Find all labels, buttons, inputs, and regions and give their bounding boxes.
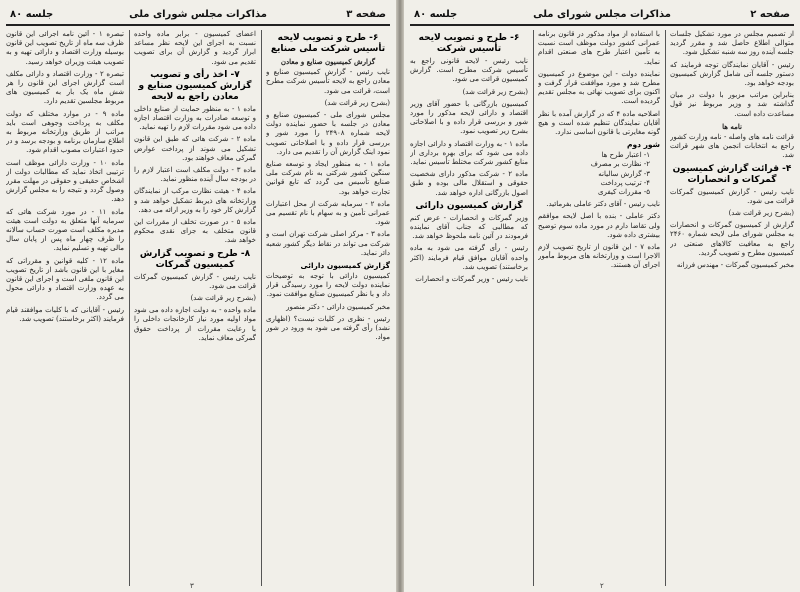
paragraph: کمیسیون بازرگانی با حضور آقای وزیر اقتصاد و دارائی لایحه مذکور را مورد شور و بررسی قرار داده و با اصلاحاتی بشرح زیر تصویب نمود. [410,99,528,136]
paragraph: مخبر کمیسیون دارائی - دکتر منصور [286,302,390,311]
right-column-3 [410,30,528,588]
section-heading: ۸- طرح و تصویب گزارش کمیسیون گمرکات [139,248,251,270]
paragraph: نایب رئیس - وزیر گمرکات و انحصارات [415,275,528,284]
paragraph: ماده ۹ - در موارد مختلف که دولت مکلف به پرداخت وجوهی است باید مراتب از طریق وزارتخانه مربوط به اطلاع سازمان برنامه و بودجه برسد و در حدود اعتبارات مصوب اقدام شود. [6,109,124,155]
paragraph: ماده ۱ - به منظور حمایت از صنایع داخلی و توسعه صادرات به وزارت اقتصاد اجازه داده می شود مقررات لازم را تهیه نماید. [134,104,256,132]
list-item: ۴- ترتیب پرداخت [600,178,650,187]
list-item: ۱- اعتبار طرح ها [601,151,650,160]
left-column-2 [134,30,256,588]
paragraph: وزیر گمرکات و انحصارات - عرض کنم که مطالبی که جناب آقای نماینده فرمودند در آئین نامه ملحوظ خواهد شد. [410,213,528,241]
paragraph: ماده ۲ - شرکت هائی که طبق این قانون تشکیل می شوند از پرداخت عوارض گمرکی معاف خواهند بود. [134,135,256,162]
left-column-1 [266,30,390,588]
column-rule [129,30,130,586]
left-page-title: مذاکرات مجلس شورای ملی [129,9,267,20]
right-session-number: جلسه ۸۰ [414,9,458,20]
paragraph: ماده ۳ - دولت مکلف است اعتبار لازم را در بودجه سال آینده منظور نماید. [134,166,256,184]
paragraph: (بشرح زیر قرائت شد) [728,209,794,218]
right-page [404,0,800,592]
paragraph: دکتر عاملی - بنده با اصل لایحه موافقم ولی تقاضا دارم در مورد ماده سوم توضیح بیشتری داده شود. [538,212,660,239]
paragraph: با استفاده از مواد مذکور در قانون برنامه عمرانی کشور دولت موظف است نسبت به تأمین اعتبار طرح های صنعتی اقدام نماید. [538,30,660,66]
paragraph: نایب رئیس - گزارش کمیسیون صنایع و معادن راجع به لایحه تأسیس شرکت مطرح است، قرائت می شود. [266,68,390,95]
numbered-list [538,151,660,197]
paragraph: ماده ۱۱ - در مورد شرکت هائی که سرمایه آنها متعلق به دولت است هیئت مدیره مکلف است صورت حساب سالانه را ظرف چهار ماه پس از پایان سال مالی تهیه و تسلیم نماید. [6,207,124,253]
paragraph: ماده ۷ - این قانون از تاریخ تصویب لازم الاجرا است و وزارتخانه های مربوط مأمور اجرای آن هستند. [538,243,660,270]
right-column-2 [538,30,660,588]
paragraph: رئیس - آقایان نمایندگان توجه فرمایند که دستور جلسه آتی شامل گزارش کمیسیون بودجه خواهد بود. [670,60,794,88]
paragraph: ماده ۱۲ - کلیه قوانین و مقرراتی که مغایر با این قانون باشد از تاریخ تصویب این قانون ملغی است و اجرای این قانون به عهده وزارت اقتصاد و دارائی محول می گردد. [6,256,124,302]
section-heading: ۴- قرائت گزارش کمیسیون گمرکات و انحصارات [672,163,792,185]
paragraph: نایب رئیس - لایحه قانونی راجع به تأسیس شرکت مطرح است. گزارش کمیسیون قرائت می شود. [410,57,528,84]
right-column-1 [670,30,794,588]
paragraph: ماده ۲ - شرکت مذکور دارای شخصیت حقوقی و استقلال مالی بوده و طبق اصول بازرگانی اداره خواهد شد. [410,170,528,197]
paragraph: نایب رئیس - گزارش کمیسیون گمرکات قرائت می شود. [670,187,794,205]
paragraph: (بشرح زیر قرائت شد) [462,87,528,96]
paragraph: کمیسیون دارائی با توجه به توضیحات نماینده دولت لایحه را مورد رسیدگی قرار داد و با نظر کمیسیون صنایع موافقت نمود. [266,272,390,299]
paragraph: (بشرح زیر قرائت شد) [190,294,256,303]
section-heading: ۷- اخذ رأی و تصویب گزارش کمیسیون صنایع و معادن راجع به لایحه [138,69,252,102]
left-column-3 [6,30,124,588]
paragraph: نایب رئیس - گزارش کمیسیون گمرکات قرائت می شود. [134,272,256,290]
section-subheading: گزارش کمیسیون صنایع و معادن [280,57,376,66]
paragraph: مخبر کمیسیون گمرکات - مهندس فرزانه [676,261,794,270]
paragraph: بنابراین مراتب مزبور با دولت در میان گذاشته شد و وزیر مربوط نیز قول مساعدت داده است. [670,91,794,118]
paragraph: ماده واحده - به دولت اجازه داده می شود مواد اولیه مورد نیاز کارخانجات داخلی را با رعایت مقررات از پرداخت حقوق گمرکی معاف نماید. [134,306,256,342]
paragraph: (بشرح زیر قرائت شد) [324,98,390,107]
paragraph: تبصره ۲ - وزارت اقتصاد و دارائی مکلف است گزارش اجرای این قانون را هر شش ماه یک بار به کمیسیون های مربوط مجلسین تقدیم دارد. [6,69,124,106]
list-item: ۵- مقررات کیفری [598,188,650,197]
section-heading: گزارش کمیسیون دارائی [300,261,390,271]
page-number: ۲ [600,582,604,590]
list-item: ۲- نظارت بر مصرف [590,160,650,169]
paragraph: رئیس - آقایانی که با کلیات موافقند قیام فرمایند (اکثر برخاستند) تصویب شد. [6,305,124,323]
paragraph: ماده ۵ - در صورت تخلف از مقررات این قانون متخلف به جزای نقدی محکوم خواهد شد. [134,218,256,245]
paragraph: تبصره ۱ - آئین نامه اجرائی این قانون ظرف سه ماه از تاریخ تصویب این قانون بوسیله وزارت اقتصاد و دارائی تهیه و به تصویب هیئت وزیران خواهد رسید. [6,30,124,66]
column-rule [261,30,262,586]
right-page-title: مذاکرات مجلس شورای ملی [533,9,671,20]
paragraph: نایب رئیس - آقای دکتر عاملی بفرمائید. [546,200,660,209]
paragraph: رئیس - رأی گرفته می شود به ماده واحده آقایان موافق قیام فرمایند (اکثر برخاستند) تصویب شد. [410,244,528,271]
paragraph: از تصمیم مجلس در مورد تشکیل جلسات متوالی اطلاع حاصل شد و مقرر گردید جلسه آینده روز سه شنبه تشکیل شود. [670,30,794,57]
book-gutter [396,0,404,592]
paragraph: ماده ۱ - به منظور ایجاد و توسعه صنایع سنگین کشور شرکتی به نام شرکت ملی صنایع تأسیس می گردد که تابع قوانین تجارت خواهد بود. [266,160,390,196]
right-page-header [410,4,794,26]
paragraph: قرائت نامه های واصله - نامه وزارت کشور راجع به انتخابات انجمن های شهر قرائت شد. [670,133,794,160]
left-page-label: صفحه ۳ [346,9,386,20]
section-heading: ۶- طرح و تصویب لایحه تأسیس شرکت ملی صنایع [270,33,386,54]
left-page-header [6,4,390,26]
paragraph: اعضای کمیسیون - برابر ماده واحده نسبت به اجرای این لایحه نظر مساعد ابراز گردید و گزارش آن برای تصویب تقدیم می شود. [134,30,256,66]
section-heading: گزارش کمیسیون دارائی [415,200,523,211]
paragraph: ماده ۱۰ - وزارت دارائی موظف است ترتیبی اتخاذ نماید که مطالبات دولت از اشخاص حقیقی و حقوقی در مهلت مقرر وصول گردد و نتیجه را به مجلس گزارش دهد. [6,158,124,204]
paragraph: رئیس - نظری در کلیات نیست؟ (اظهاری نشد) رأی گرفته می شود به ورود در شور مواد. [266,314,390,342]
paragraph: ماده ۴ - هیئت نظارت مرکب از نمایندگان وزارتخانه های ذیربط تشکیل خواهد شد و گزارش کار خود را به وزیر ارائه می دهد. [134,187,256,214]
page-number: ۳ [190,582,194,590]
paragraph: ماده ۳ - مرکز اصلی شرکت تهران است و شرکت می تواند در نقاط دیگر کشور شعبه دائر نماید. [266,230,390,257]
paragraph: ماده ۱ - به وزارت اقتصاد و دارائی اجازه داده می شود که برای بهره برداری از منابع کشور شرکت مختلط تأسیس نماید. [410,139,528,167]
section-heading: ۶- طرح و تصویب لایحه تأسیس شرکت [418,33,520,54]
column-rule [533,30,534,586]
paragraph: نماینده دولت - این موضوع در کمیسیون مطرح شد و مورد موافقت قرار گرفت و اکنون برای تصویب نهائی به مجلس تقدیم گردیده است. [538,69,660,106]
right-page-label: صفحه ۲ [750,9,790,20]
paragraph: ماده ۲ - سرمایه شرکت از محل اعتبارات عمرانی تأمین و به سهام با نام تقسیم می شود. [266,199,390,227]
paragraph: مجلس شورای ملی - کمیسیون صنایع و معادن در جلسه با حضور نماینده دولت لایحه شماره ۲۴۹۰۸ را مورد شور و بررسی قرار داده و با اصلاحاتی تصویب نمود اینک گزارش آن را تقدیم می دارد. [266,111,390,156]
left-page [0,0,396,592]
section-subheading: نامه ها [722,121,742,131]
paragraph: گزارش از کمیسیون گمرکات و انحصارات به مجلس شورای ملی لایحه شماره ۲۴۶۰ راجع به معافیت کالاهای صنعتی در کمیسیون مطرح و تصویب گردید. [670,221,794,257]
left-session-number: جلسه ۸۰ [10,9,54,20]
section-subheading: شور دوم [626,140,660,150]
column-rule [665,30,666,586]
list-item: ۳- گزارش سالیانه [598,169,650,178]
paragraph: اصلاحیه ماده ۴ که در گزارش آمده با نظر آقایان نمایندگان تنظیم شده است و هیچ گونه مغایرتی با قانون اساسی ندارد. [538,109,660,137]
